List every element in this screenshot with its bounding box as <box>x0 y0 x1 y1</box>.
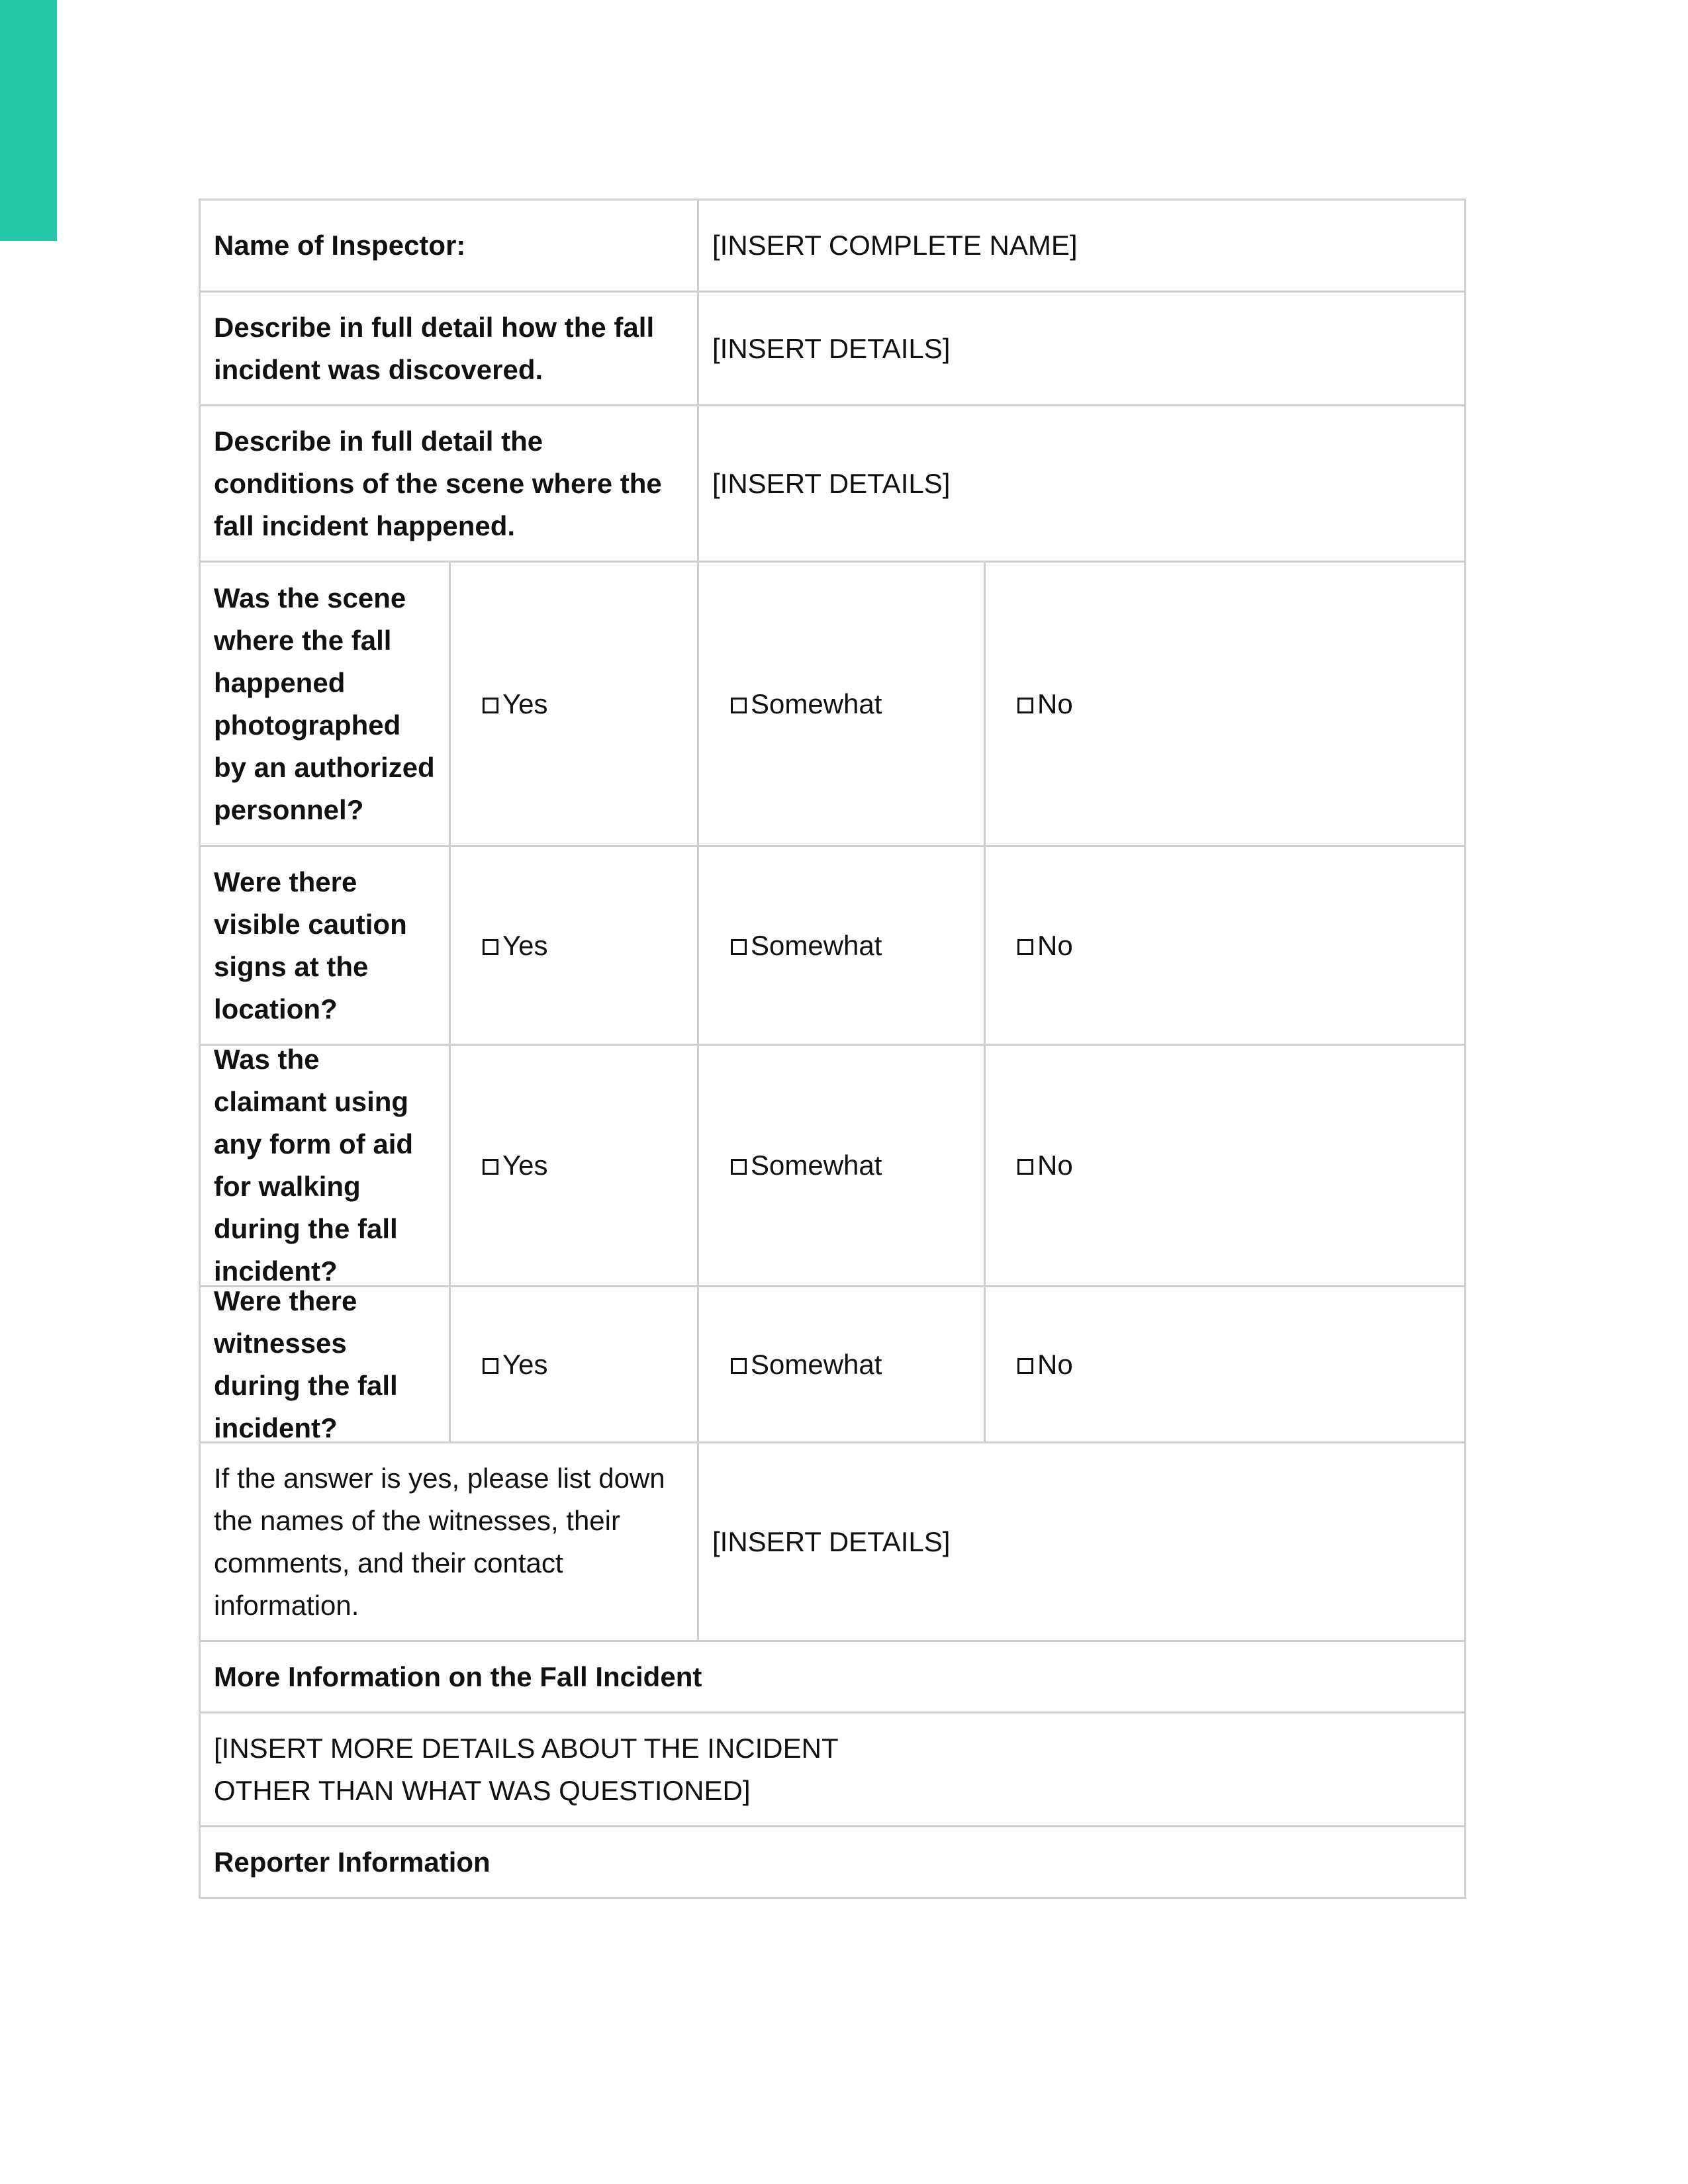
checkbox-icon[interactable] <box>731 1358 747 1374</box>
inspector-row <box>201 201 1464 291</box>
option-no[interactable] <box>984 1046 1464 1285</box>
more-info-details-row <box>201 1711 1464 1825</box>
conditions-value[interactable]: [INSERT DETAILS] <box>697 406 1464 561</box>
option-no-label: No <box>1037 1348 1073 1380</box>
option-yes-label: Yes <box>502 1348 548 1380</box>
question-label: Were there visible caution signs at the location? <box>214 866 407 1024</box>
option-somewhat[interactable] <box>697 1287 984 1441</box>
option-somewhat-label: Somewhat <box>751 929 882 961</box>
option-yes-label: Yes <box>502 1150 548 1181</box>
checkbox-icon[interactable] <box>483 1358 498 1374</box>
question-label: Were there witnesses during the fall incident? <box>214 1285 398 1443</box>
option-no-label: No <box>1037 1150 1073 1181</box>
option-yes[interactable] <box>449 563 697 845</box>
question-row-caution-signs <box>201 845 1464 1044</box>
checkbox-icon[interactable] <box>1017 1159 1033 1175</box>
option-somewhat-label: Somewhat <box>751 1348 882 1380</box>
checkbox-icon[interactable] <box>483 698 498 713</box>
inspector-label: Name of Inspector: <box>214 230 466 261</box>
option-somewhat[interactable] <box>697 1046 984 1285</box>
option-yes[interactable] <box>449 1046 697 1285</box>
question-label: Was the scene where the fall happened photographed by an authorized personnel? <box>214 582 435 825</box>
option-no[interactable] <box>984 847 1464 1044</box>
question-label: Was the claimant using any form of aid for walking during the fall incident? <box>214 1044 414 1287</box>
question-row-witnesses <box>201 1285 1464 1441</box>
checkbox-icon[interactable] <box>483 1159 498 1175</box>
option-yes[interactable] <box>449 1287 697 1441</box>
conditions-label: Describe in full detail the conditions of the scene where the fall incident happened. <box>214 425 662 541</box>
checkbox-icon[interactable] <box>731 939 747 955</box>
checkbox-icon[interactable] <box>1017 1358 1033 1374</box>
checkbox-icon[interactable] <box>731 1159 747 1175</box>
reporter-heading: Reporter Information <box>214 1846 491 1878</box>
incident-form-table <box>199 199 1466 1899</box>
option-no-label: No <box>1037 929 1073 961</box>
accent-bar <box>0 0 57 241</box>
inspector-value[interactable]: [INSERT COMPLETE NAME] <box>697 201 1464 291</box>
more-info-heading: More Information on the Fall Incident <box>214 1661 702 1692</box>
witness-list-label: If the answer is yes, please list down the names of the witnesses, their comments, and their contact information. <box>214 1462 665 1621</box>
checkbox-icon[interactable] <box>483 939 498 955</box>
option-yes-label: Yes <box>502 929 548 961</box>
checkbox-icon[interactable] <box>1017 939 1033 955</box>
more-info-heading-row <box>201 1640 1464 1711</box>
option-no-label: No <box>1037 688 1073 719</box>
question-row-photographed <box>201 561 1464 845</box>
witness-list-value[interactable]: [INSERT DETAILS] <box>697 1443 1464 1640</box>
checkbox-icon[interactable] <box>1017 698 1033 713</box>
option-yes[interactable] <box>449 847 697 1044</box>
witness-list-row <box>201 1441 1464 1640</box>
checkbox-icon[interactable] <box>731 698 747 713</box>
more-info-line-1: [INSERT MORE DETAILS ABOUT THE INCIDENT <box>214 1732 839 1764</box>
option-yes-label: Yes <box>502 688 548 719</box>
conditions-row <box>201 404 1464 561</box>
discovered-label: Describe in full detail how the fall incident was discovered. <box>214 311 655 385</box>
question-row-walking-aid <box>201 1044 1464 1285</box>
option-somewhat[interactable] <box>697 563 984 845</box>
discovered-value[interactable]: [INSERT DETAILS] <box>697 293 1464 404</box>
option-somewhat-label: Somewhat <box>751 688 882 719</box>
option-somewhat-label: Somewhat <box>751 1150 882 1181</box>
option-no[interactable] <box>984 563 1464 845</box>
more-info-line-2: OTHER THAN WHAT WAS QUESTIONED] <box>214 1774 751 1806</box>
option-somewhat[interactable] <box>697 847 984 1044</box>
reporter-heading-row <box>201 1825 1464 1897</box>
discovered-row <box>201 291 1464 404</box>
option-no[interactable] <box>984 1287 1464 1441</box>
more-info-details[interactable] <box>201 1713 1464 1825</box>
